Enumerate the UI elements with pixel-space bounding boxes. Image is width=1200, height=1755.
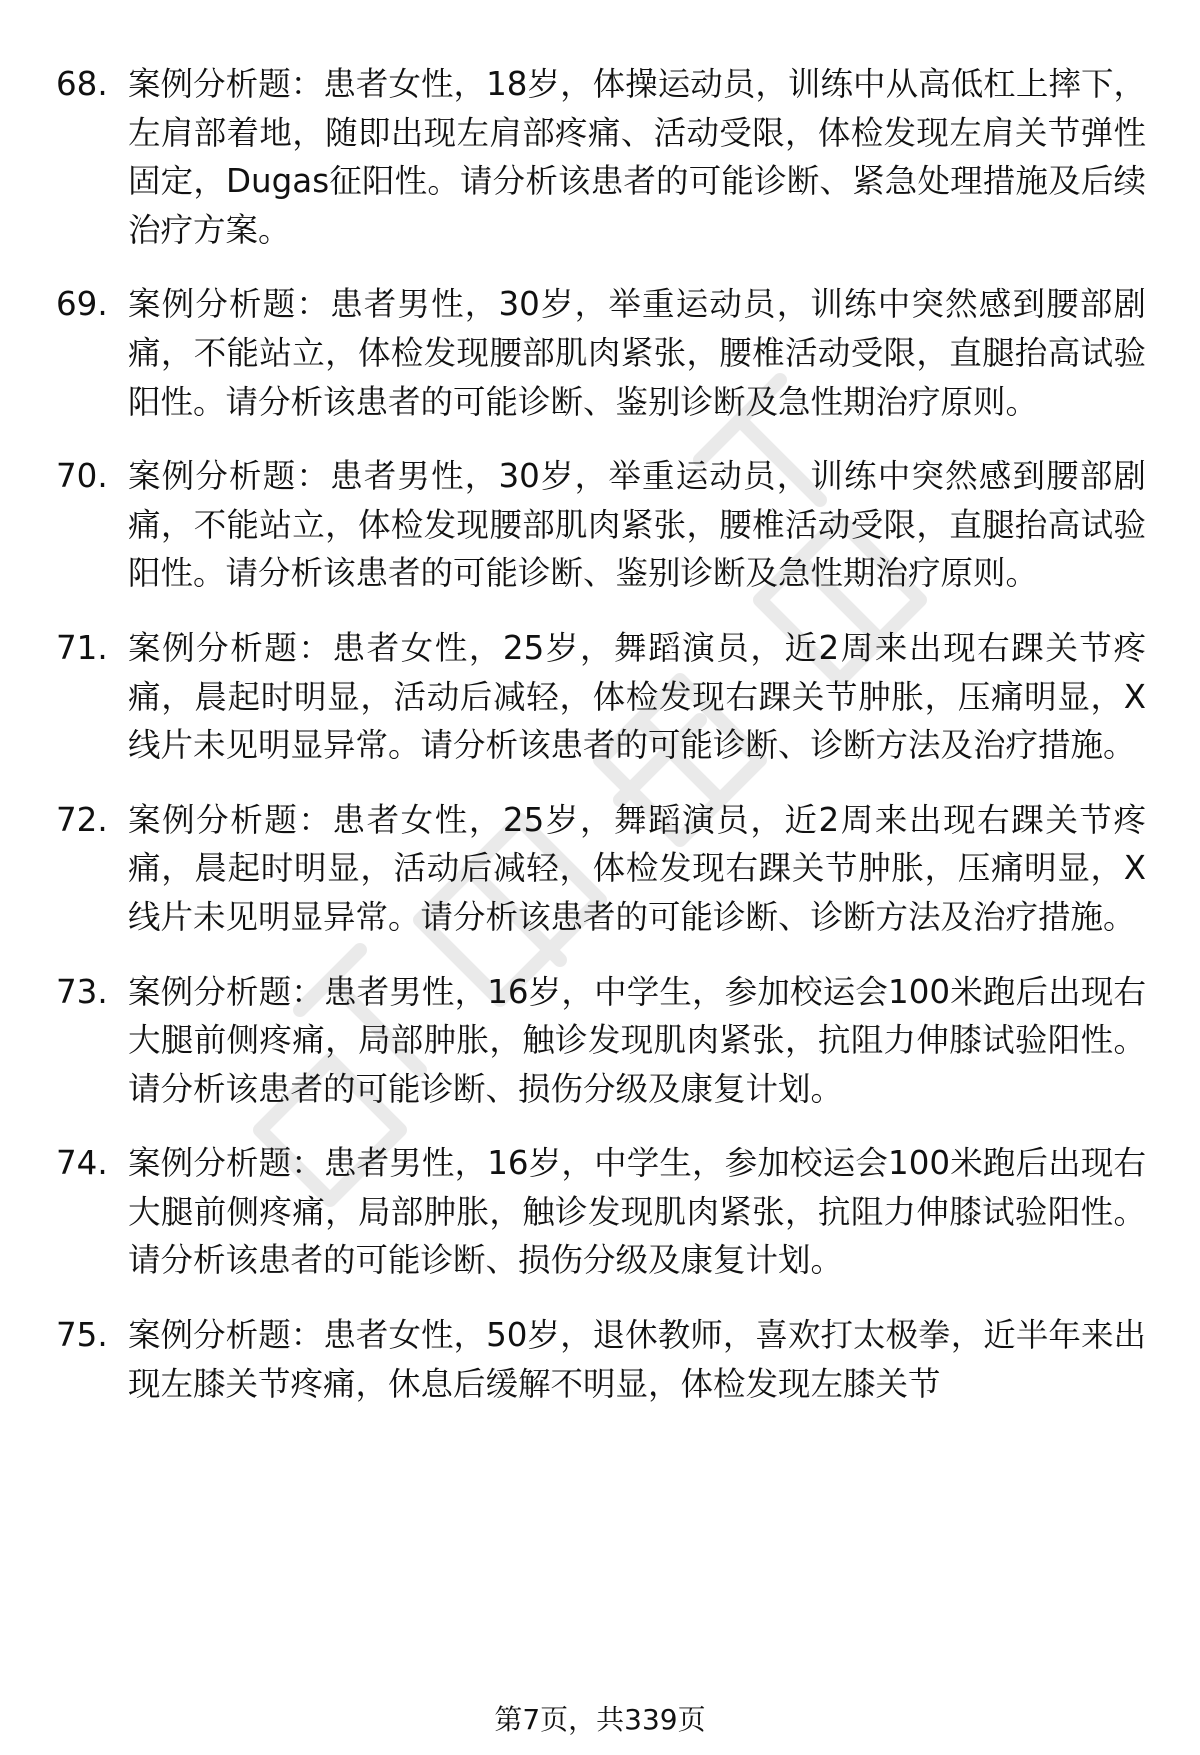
question-item	[56, 60, 1146, 254]
question-item	[56, 796, 1146, 942]
question-text: 案例分析题：患者男性，30岁，举重运动员，训练中突然感到腰部剧痛，不能站立，体检发现腰部肌肉紧张，腰椎活动受限，直腿抬高试验阳性。请分析该患者的可能诊断、鉴别诊断及急性期治疗原则。	[128, 285, 1146, 421]
question-item	[56, 1139, 1146, 1285]
question-number: 73.	[56, 972, 108, 1011]
question-number: 74.	[56, 1144, 108, 1183]
question-number: 69.	[56, 285, 108, 324]
question-item	[56, 624, 1146, 770]
question-number: 70.	[56, 457, 108, 496]
question-text: 案例分析题：患者男性，16岁，中学生，参加校运会100米跑后出现右大腿前侧疼痛，局部肿胀，触诊发现肌肉紧张，抗阻力伸膝试验阳性。请分析该患者的可能诊断、损伤分级及康复计划。	[128, 972, 1146, 1108]
question-item	[56, 1311, 1146, 1408]
page-number-label: 第7页，共339页	[494, 1703, 706, 1736]
question-text: 案例分析题：患者女性，18岁，体操运动员，训练中从高低杠上摔下，左肩部着地，随即出现左肩部疼痛、活动受限，体检发现左肩关节弹性固定，Dugas征阳性。请分析该患者的可能诊断、紧急处理措施及后续治疗方案。	[128, 65, 1146, 249]
question-item	[56, 280, 1146, 426]
question-text: 案例分析题：患者女性，25岁，舞蹈演员，近2周来出现右踝关节疼痛，晨起时明显，活动后减轻，体检发现右踝关节肿胀，压痛明显，X线片未见明显异常。请分析该患者的可能诊断、诊断方法及治疗措施。	[128, 800, 1146, 936]
question-text: 案例分析题：患者男性，30岁，举重运动员，训练中突然感到腰部剧痛，不能站立，体检发现腰部肌肉紧张，腰椎活动受限，直腿抬高试验阳性。请分析该患者的可能诊断、鉴别诊断及急性期治疗原则。	[128, 457, 1146, 593]
question-number: 68.	[56, 65, 108, 103]
question-item	[56, 452, 1146, 598]
page-footer	[0, 1700, 1200, 1740]
question-text: 案例分析题：患者女性，25岁，舞蹈演员，近2周来出现右踝关节疼痛，晨起时明显，活动后减轻，体检发现右踝关节肿胀，压痛明显，X线片未见明显异常。请分析该患者的可能诊断、诊断方法及治疗措施。	[128, 628, 1146, 765]
question-item	[56, 968, 1146, 1114]
question-list	[56, 60, 1146, 1434]
question-text: 案例分析题：患者女性，50岁，退休教师，喜欢打太极拳，近半年来出现左膝关节疼痛，休息后缓解不明显，体检发现左膝关节	[128, 1316, 1146, 1403]
question-number: 75.	[56, 1316, 108, 1355]
question-number: 72.	[56, 800, 108, 839]
question-number: 71.	[56, 628, 108, 667]
question-text: 案例分析题：患者男性，16岁，中学生，参加校运会100米跑后出现右大腿前侧疼痛，局部肿胀，触诊发现肌肉紧张，抗阻力伸膝试验阳性。请分析该患者的可能诊断、损伤分级及康复计划。	[128, 1144, 1146, 1280]
